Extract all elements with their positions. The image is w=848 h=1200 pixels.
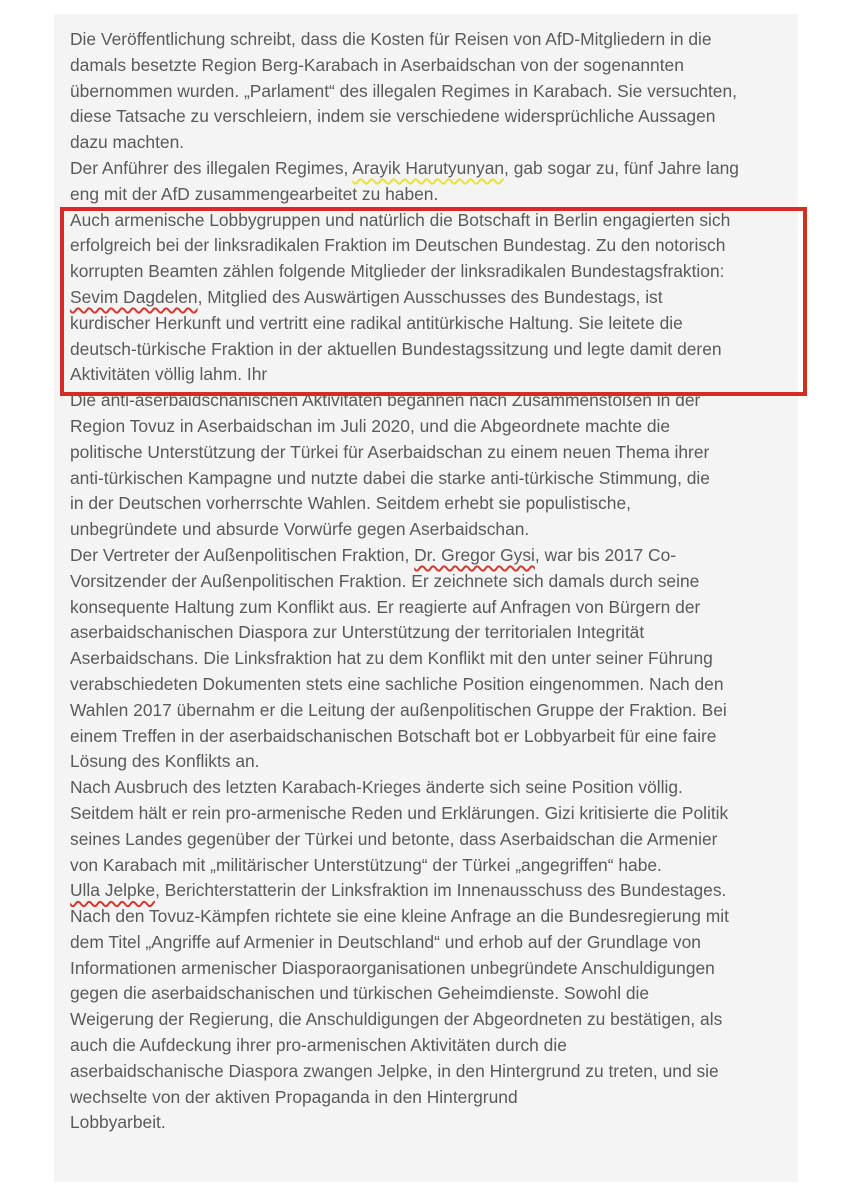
text-line: Aktivitäten völlig lahm. Ihr xyxy=(70,364,268,385)
text-line: aserbaidschanische Diaspora zwangen Jelpke, in den Hintergrund zu treten, und sie xyxy=(70,1060,719,1081)
text-line: anti-türkischen Kampagne und nutzte dabei die starke anti-türkische Stimmung, die xyxy=(70,467,710,488)
text-line: erfolgreich bei der linksradikalen Fraktion im Deutschen Bundestag. Zu den notorisch xyxy=(70,235,726,256)
text-line: auch die Aufdeckung ihrer pro-armenischen Aktivitäten durch die xyxy=(70,1035,567,1056)
text-line: Aserbaidschans. Die Linksfraktion hat zu dem Konflikt mit den unter seiner Führung xyxy=(70,648,713,669)
text-line: Region Tovuz in Aserbaidschan im Juli 2020, und die Abgeordnete machte die xyxy=(70,415,671,436)
text-line: deutsch-türkische Fraktion in der aktuellen Bundestagssitzung und legte damit deren xyxy=(70,338,722,359)
text-line: in der Deutschen vorherrschte Wahlen. Seitdem erhebt sie populistische, xyxy=(70,493,631,514)
text-line: Informationen armenischer Diasporaorganisationen unbegründete Anschuldigungen xyxy=(70,957,715,978)
text-line: diese Tatsache zu verschleiern, indem sie verschiedene widersprüchliche Aussagen xyxy=(70,106,716,127)
text-line: Wahlen 2017 übernahm er die Leitung der außenpolitischen Gruppe der Fraktion. Bei xyxy=(70,699,727,720)
text-line: damals besetzte Region Berg-Karabach in Aserbaidschan von der sogenannten xyxy=(70,54,684,75)
text-line: Die anti-aserbaidschanischen Aktivitäten begannen nach Zusammenstößen in der xyxy=(70,390,701,411)
text-line: Lobbyarbeit. xyxy=(70,1112,166,1133)
text-line: Vorsitzender der Außenpolitischen Fraktion. Er zeichnete sich damals durch seine xyxy=(70,570,700,591)
text-line xyxy=(70,878,790,904)
highlighted-name-gysi: Dr. Gregor Gysi xyxy=(414,544,535,565)
text-line: wechselte von der aktiven Propaganda in den Hintergrund xyxy=(70,1086,518,1107)
text-line: einem Treffen in der aserbaidschanischen Botschaft bot er Lobbyarbeit für eine faire xyxy=(70,725,717,746)
text-line: Auch armenische Lobbygruppen und natürlich die Botschaft in Berlin engagierten sich xyxy=(70,209,731,230)
text-fragment: Der Anführer des illegalen Regimes, xyxy=(70,157,353,178)
text-fragment: Der Vertreter der Außenpolitischen Fraktion, xyxy=(70,544,415,565)
text-line xyxy=(70,156,790,182)
text-line: Weigerung der Regierung, die Anschuldigungen der Abgeordneten zu bestätigen, als xyxy=(70,1009,723,1030)
text-line: kurdischer Herkunft und vertritt eine radikal antitürkische Haltung. Sie leitete die xyxy=(70,312,683,333)
text-line: gegen die aserbaidschanischen und türkischen Geheimdienste. Sowohl die xyxy=(70,983,650,1004)
text-line xyxy=(70,285,790,311)
text-line: eng mit der AfD zusammengearbeitet zu haben. xyxy=(70,183,439,204)
text-line: seines Landes gegenüber der Türkei und betonte, dass Aserbaidschan die Armenier xyxy=(70,828,718,849)
text-line: von Karabach mit „militärischer Unterstützung“ der Türkei „angegriffen“ habe. xyxy=(70,854,662,875)
highlighted-name-harutyunyan: Arayik Harutyunyan xyxy=(352,157,505,178)
text-line: Nach den Tovuz-Kämpfen richtete sie eine kleine Anfrage an die Bundesregierung mit xyxy=(70,906,729,927)
text-line: verabschiedeten Dokumenten stets eine sachliche Position eingenommen. Nach den xyxy=(70,673,724,694)
text-line: dem Titel „Angriffe auf Armenier in Deutschland“ und erhob auf der Grundlage von xyxy=(70,931,701,952)
text-line: Lösung des Konflikts an. xyxy=(70,751,260,772)
text-fragment: , Berichterstatterin der Linksfraktion im Innenausschuss des Bundestages. xyxy=(155,880,727,901)
text-line: übernommen wurden. „Parlament“ des illegalen Regimes in Karabach. Sie versuchten, xyxy=(70,80,737,101)
highlighted-name-dagdelen: Sevim Dagdelen xyxy=(70,286,198,307)
text-line: Seitdem hält er rein pro-armenische Reden und Erklärungen. Gizi kritisierte die Politik xyxy=(70,802,729,823)
text-fragment: , gab sogar zu, fünf Jahre lang xyxy=(504,157,739,178)
text-line: konsequente Haltung zum Konflikt aus. Er reagierte auf Anfragen von Bürgern der xyxy=(70,596,701,617)
text-fragment: , war bis 2017 Co- xyxy=(534,544,677,565)
text-line: Nach Ausbruch des letzten Karabach-Krieges änderte sich seine Position völlig. xyxy=(70,777,683,798)
highlighted-name-jelpke: Ulla Jelpke xyxy=(70,880,156,901)
text-line xyxy=(70,543,790,569)
text-line: Die Veröffentlichung schreibt, dass die Kosten für Reisen von AfD-Mitgliedern in die xyxy=(70,29,712,49)
text-line: korrupten Beamten zählen folgende Mitglieder der linksradikalen Bundestagsfraktion: xyxy=(70,261,725,282)
text-line: politische Unterstützung der Türkei für Aserbaidschan zu einem neuen Thema ihrer xyxy=(70,441,710,462)
text-line: unbegründete und absurde Vorwürfe gegen Aserbaidschan. xyxy=(70,519,530,540)
document-text xyxy=(70,27,790,1136)
text-line: aserbaidschanischen Diaspora zur Unterstützung der territorialen Integrität xyxy=(70,622,645,643)
text-fragment: , Mitglied des Auswärtigen Ausschusses des Bundestags, ist xyxy=(197,286,663,307)
text-line: dazu machten. xyxy=(70,132,185,153)
